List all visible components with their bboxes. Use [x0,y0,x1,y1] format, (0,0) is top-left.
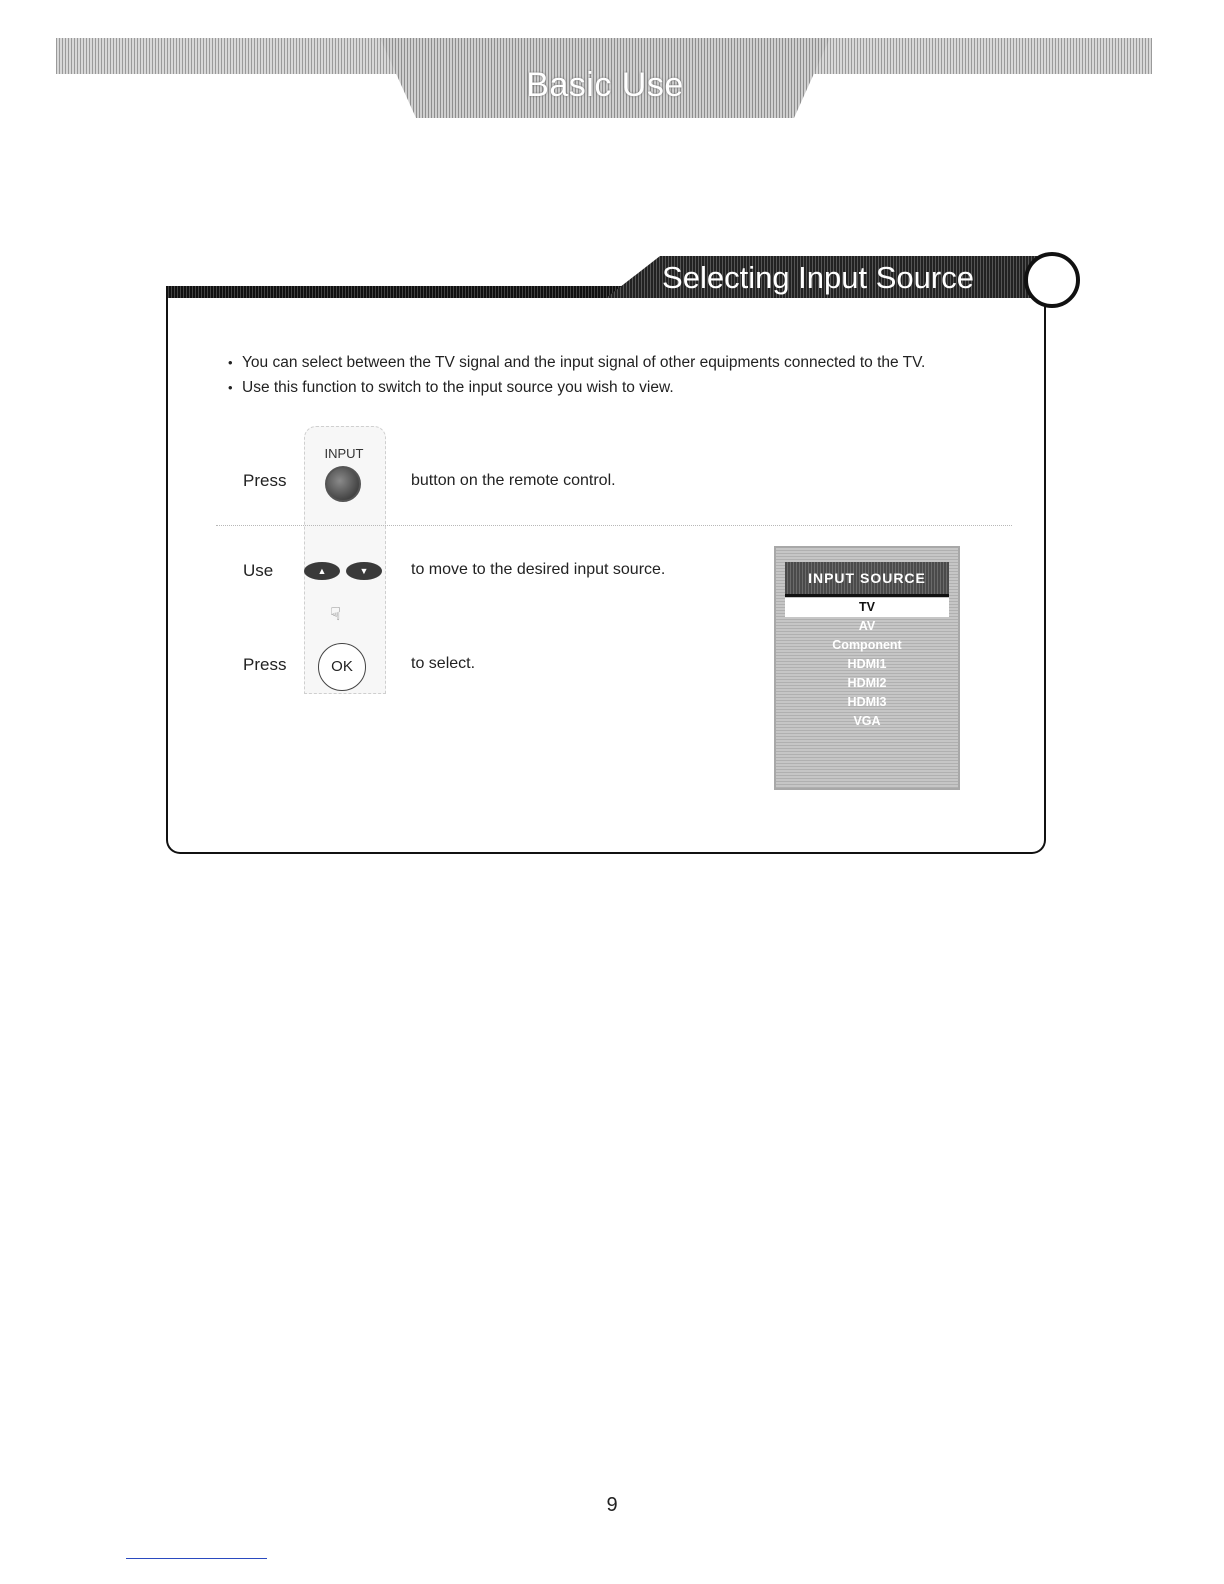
down-arrow-button-icon: ▼ [346,562,382,580]
section-title: Selecting Input Source [662,260,974,295]
input-source-item-hdmi3: HDMI3 [847,695,887,709]
input-source-item-hdmi1: HDMI1 [847,657,887,671]
input-source-menu-title: INPUT SOURCE [785,562,949,597]
ok-button-icon: OK [318,643,366,691]
up-arrow-button-icon: ▲ [304,562,340,580]
divider [216,525,1012,526]
step2-label: Use [243,561,274,580]
input-source-item-av: AV [858,619,876,633]
step3-text: to select. [411,655,476,672]
input-source-item-vga: VGA [853,714,881,728]
footer-rule [126,1558,267,1559]
page-title: Basic Use [526,66,684,104]
bullet-list [226,350,925,400]
hand-pointer-icon: ☟ [330,604,341,624]
step1-text: button on the remote control. [411,472,616,489]
page-number: 9 [606,1494,618,1516]
step1-label: Press [243,471,287,490]
input-source-list [785,598,949,731]
bullet-item: • You can select between the TV signal and the input signal of other equipments connected to the TV. [226,350,925,375]
input-source-item-tv: TV [785,598,949,617]
input-button-icon [325,466,361,502]
bullet-item: • Use this function to switch to the input source you wish to view. [226,375,925,400]
step3-label: Press [243,655,287,674]
input-button-label: INPUT [324,446,364,461]
input-source-item-hdmi2: HDMI2 [847,676,887,690]
step2-text: to move to the desired input source. [411,561,666,578]
input-source-item-component: Component [832,638,902,652]
section-circle-icon [1024,252,1080,308]
